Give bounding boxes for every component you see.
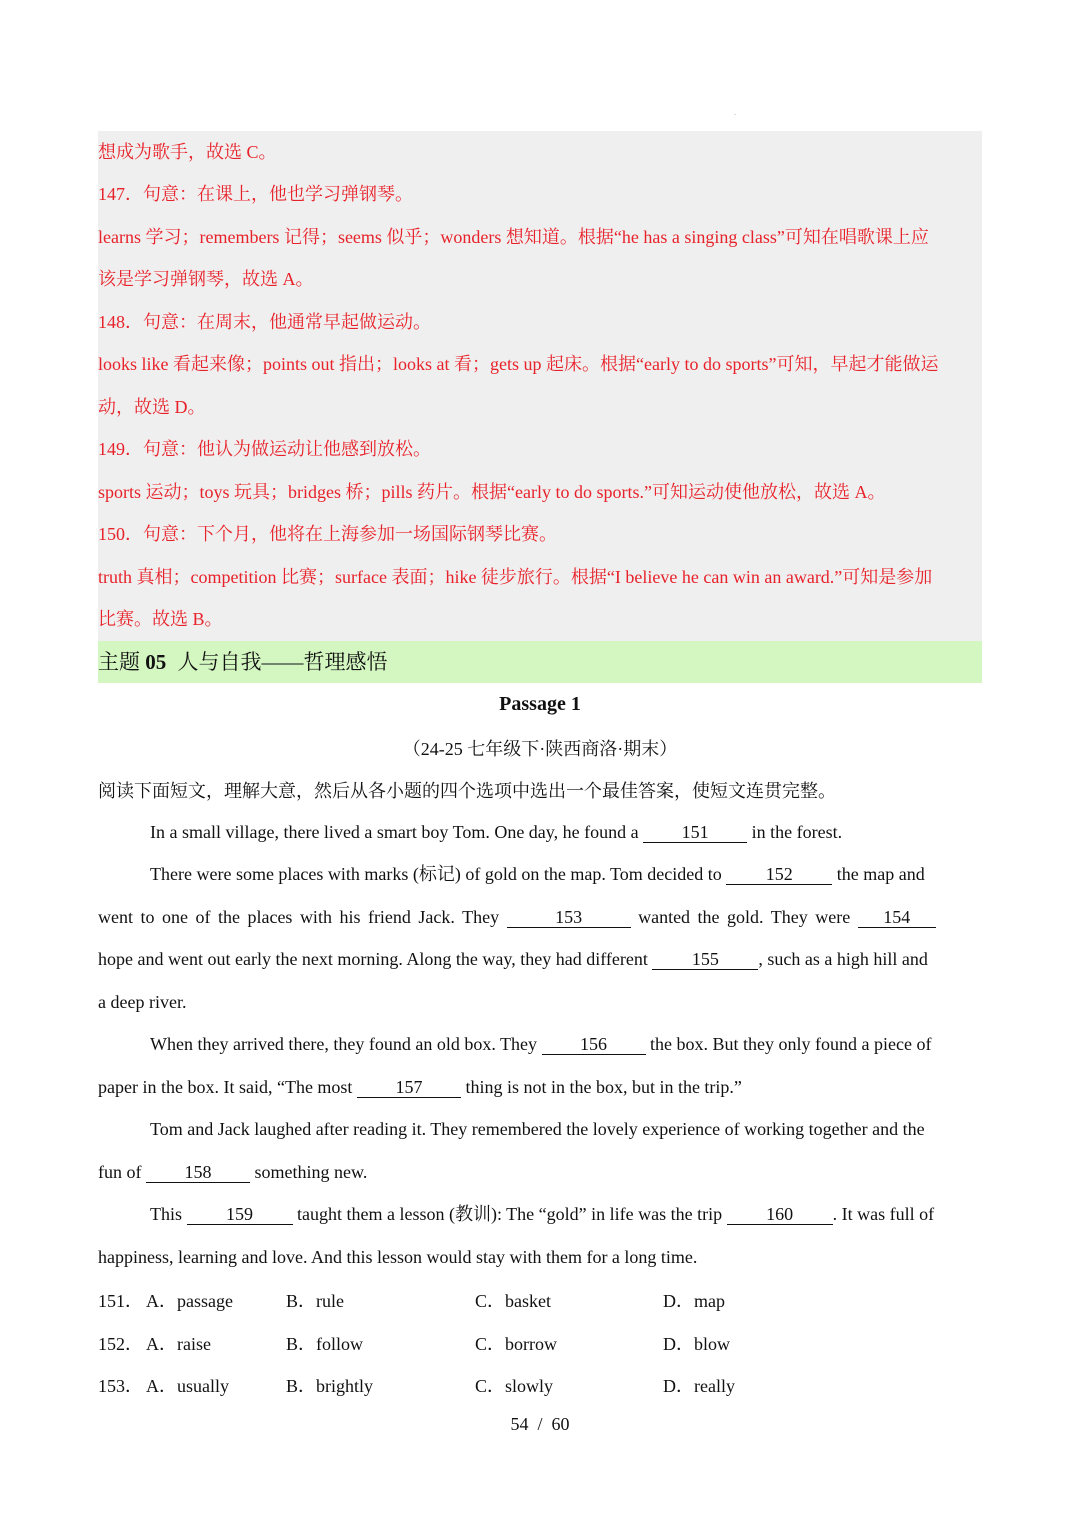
answer-line: sports 运动；toys 玩具；bridges 桥；pills 药片。根据“early to do sports.”可知运动使他放松，故选 A。 — [98, 482, 886, 502]
passage-line: There were some places with marks (标记) of gold on the map. Tom decided to 152 the map and — [150, 864, 925, 884]
option-d[interactable]: D．really — [663, 1376, 735, 1396]
answer-line: truth 真相；competition 比赛；surface 表面；hike 徒步旅行。根据“I believe he can win an award.”可知是参加 — [98, 567, 933, 587]
page-corner-mark: . — [734, 108, 736, 117]
option-c[interactable]: C．slowly — [475, 1376, 554, 1396]
topic-header — [98, 641, 982, 683]
answer-line: 比赛。故选 B。 — [98, 609, 223, 629]
passage-line: fun of 158 something new. — [98, 1162, 368, 1182]
passage-line: happiness, learning and love. And this lesson would stay with them for a long time. — [98, 1247, 698, 1267]
blank-160[interactable]: 160 — [727, 1204, 833, 1225]
option-d[interactable]: D．blow — [663, 1334, 730, 1354]
answer-line: learns 学习；remembers 记得；seems 似乎；wonders 想知道。根据“he has a singing class”可知在唱歌课上应 — [98, 227, 929, 247]
question-number: 153． — [98, 1376, 143, 1396]
passage-line: When they arrived there, they found an old box. They 156 the box. But they only found a piece of — [150, 1034, 932, 1054]
answer-question-line: 147．句意：在课上，他也学习弹钢琴。 — [98, 184, 413, 204]
answer-question-line: 149．句意：他认为做运动让他感到放松。 — [98, 439, 431, 459]
option-b[interactable]: B．brightly — [286, 1376, 374, 1396]
topic-number: 05 — [145, 650, 167, 674]
instruction-text: 阅读下面短文，理解大意，然后从各小题的四个选项中选出一个最佳答案，使短文连贯完整。 — [98, 781, 836, 801]
passage-line: a deep river. — [98, 992, 187, 1012]
passage-line: went to one of the places with his friend Jack. They 153 wanted the gold. They were 154 — [98, 905, 982, 929]
blank-155[interactable]: 155 — [652, 949, 758, 970]
blank-151[interactable]: 151 — [643, 822, 747, 843]
blank-153[interactable]: 153 — [507, 907, 631, 928]
blank-159[interactable]: 159 — [187, 1204, 293, 1225]
passage-line: Tom and Jack laughed after reading it. They remembered the lovely experience of working together and the — [150, 1119, 925, 1139]
topic-prefix: 主题 — [98, 650, 140, 674]
question-number: 151． — [98, 1291, 143, 1311]
page-number: 54 / 60 — [510, 1414, 570, 1434]
answer-question-line: 148．句意：在周末，他通常早起做运动。 — [98, 312, 431, 332]
blank-156[interactable]: 156 — [542, 1034, 646, 1055]
option-a[interactable]: A．raise — [146, 1334, 211, 1354]
option-a[interactable]: A．usually — [146, 1376, 229, 1396]
option-d[interactable]: D．map — [663, 1291, 725, 1311]
blank-157[interactable]: 157 — [357, 1077, 461, 1098]
passage-source: （24-25 七年级下·陕西商洛·期末） — [402, 739, 678, 759]
passage-title: Passage 1 — [499, 693, 581, 715]
option-c[interactable]: C．borrow — [475, 1334, 557, 1354]
blank-158[interactable]: 158 — [146, 1162, 250, 1183]
passage-line: paper in the box. It said, “The most 157 thing is not in the box, but in the trip.” — [98, 1077, 742, 1097]
option-c[interactable]: C．basket — [475, 1291, 551, 1311]
blank-154[interactable]: 154 — [858, 907, 936, 928]
option-b[interactable]: B．follow — [286, 1334, 364, 1354]
blank-152[interactable]: 152 — [726, 864, 832, 885]
answer-line: 动，故选 D。 — [98, 397, 206, 417]
answer-line: 该是学习弹钢琴，故选 A。 — [98, 269, 314, 289]
answer-line: 想成为歌手，故选 C。 — [98, 142, 277, 162]
topic-title: 人与自我——哲理感悟 — [177, 650, 388, 674]
answer-line: looks like 看起来像；points out 指出；looks at 看；gets up 起床。根据“early to do sports”可知，早起才能做运 — [98, 354, 939, 374]
option-b[interactable]: B．rule — [286, 1291, 344, 1311]
answer-question-line: 150．句意：下个月，他将在上海参加一场国际钢琴比赛。 — [98, 524, 557, 544]
passage-line: This 159 taught them a lesson (教训): The “gold” in life was the trip 160 . It was full of — [150, 1204, 935, 1224]
passage-line: In a small village, there lived a smart boy Tom. One day, he found a 151 in the forest. — [150, 822, 843, 842]
option-a[interactable]: A．passage — [146, 1291, 233, 1311]
question-number: 152． — [98, 1334, 143, 1354]
passage-line: hope and went out early the next morning. Along the way, they had different 155 , such as a high hill and — [98, 949, 928, 969]
